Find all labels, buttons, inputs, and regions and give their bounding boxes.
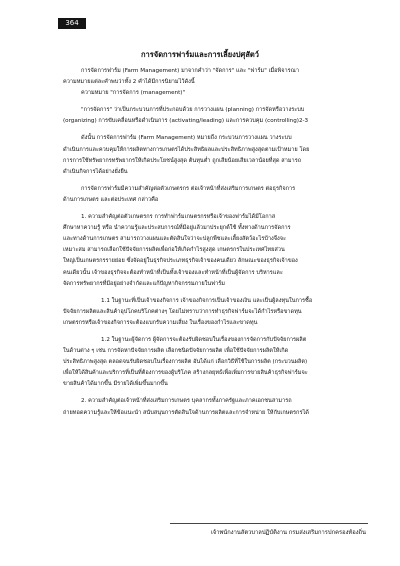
paragraph-line: เกษตรกรหรือเจ้าของกิจการจะต้องแบกรับความเสี่ยง ในเรื่องของกำไรและขาดทุน	[63, 319, 258, 326]
paragraph-line: ปัจจัยการผลิตและสินค้าอุปโภคบริโภคต่างๆ โดยไม่ทราบว่าการทำธุรกิจฟาร์มจะได้กำไรหรือขาดทุน	[63, 308, 302, 315]
paragraph-line: ถ่ายทอดความรู้และให้ข้อแนะนำ สนับสนุนการตัดสินใจด้านการผลิตและการจำหน่าย ให้กับเกษตรกรได้	[63, 409, 309, 416]
paragraph-line: ศึกษาหาความรู้ หรือ นำความรู้และประสบการณ์ที่มีอยู่แล้วมาประยุกต์ใช้ ทั้งทางด้านการจัดการ	[63, 225, 291, 232]
paragraph-line: ใหญ่เป็นเกษตรกรรายย่อย ซึ่งจัดอยู่ในธุรกิจประเภทธุรกิจเจ้าของคนเดียว ลักษณะของธุรกิจเจ้าของ	[63, 258, 298, 265]
paragraph-line: ขายสินค้าได้มากขึ้น มีรายได้เพิ่มขึ้นมากขึ้น	[63, 381, 168, 388]
paragraph-line: เพื่อให้ได้สินค้าและบริการที่เป็นที่ต้องการของผู้บริโภค สร้างกลยุทธ์เพื่อเพิ่มการขายสินค้าธุรกิจฟาร์มจะ	[63, 370, 308, 377]
paragraph-line: การการใช้ทรัพยากรทรัพยากรให้เกิดประโยชน์สูงสุด ต้นทุนต่ำ ถูกเสียน้อยเสียเวลาน้อยที่สุด สามารถ	[63, 157, 302, 164]
page-title: การจัดการฟาร์มและการเลี้ยงปศุสัตว์	[141, 50, 259, 59]
body-text	[63, 66, 357, 419]
paragraph-line: คนเดียวนั้น เจ้าของธุรกิจจะต้องทำหน้าที่เป็นทั้งเจ้าของและทำหน้าที่เป็นผู้จัดการ บริหารและ	[63, 269, 283, 276]
paragraph-line: 2. ความสำคัญต่อเจ้าหน้าที่ส่งเสริมการเกษตร บุคลากรทั้งภาครัฐและภาคเอกชนสามารถ	[81, 398, 292, 405]
paragraph-line: เหมาะสม สามารถเลือกใช้ปัจจัยการผลิตเพื่อก่อให้เกิดกำไรสูงสุด เกษตรกรในประเทศไทยส่วน	[63, 247, 285, 254]
paragraph-line: (organizing) การขับเคลื่อนหรือดำเนินการ (activating/leading) และการควบคุม (controlling)2-3	[63, 118, 309, 125]
paragraph-line: ในด้านต่าง ๆ เช่น การจัดหาปัจจัยการผลิต เลือกชนิดปัจจัยการผลิต เพื่อใช้ปัจจัยการผลิตให้เกิด	[63, 348, 289, 355]
paragraph-line: "การจัดการ" ว่าเป็นกระบวนการที่ประกอบด้วย การวางแผน (planning) การจัดหรือวางระบบ	[81, 107, 305, 114]
paragraph-line: ประสิทธิภาพสูงสุด ตลอดจนรับผิดชอบในเรื่องการผลิต อันได้แก่ เลือกวิธีที่ใช้ในการผลิต (กระบวนผลิต)	[63, 359, 308, 366]
paragraph-line: ความหมายแต่ละคำพบว่าทั้ง 2 คำได้มีการนิยามไว้ดังนี้	[63, 79, 195, 86]
page-footer: เจ้าพนักงานสัตวบาลปฏิบัติงาน กรมส่งเสริมการปกครองท้องถิ่น	[210, 530, 366, 536]
paragraph-line: และทางด้านการเกษตร สามารถวางแผนและตัดสินใจว่าจะปลูกพืชและเลี้ยงสัตว์อะไรบ้างจึงจะ	[63, 236, 287, 243]
paragraph-line: ดำเนินกิจการได้อย่างยั่งยืน	[63, 168, 128, 175]
page-number: 364	[58, 18, 86, 29]
footer-divider	[170, 523, 368, 524]
paragraph-line: ความหมาย "การจัดการ (management)"	[81, 90, 186, 97]
paragraph-line: ดังนั้น การจัดการฟาร์ม (Farm Management) หมายถึง กระบวนการวางแผน วางระบบ	[81, 135, 292, 142]
paragraph-line: จัดการทรัพยากรที่มีอยู่อย่างจำกัดและแก้ปัญหากิจกรรมภายในฟาร์ม	[63, 280, 225, 287]
paragraph-line: การจัดการฟาร์ม (Farm Management) มาจากคำว่า "จัดการ" และ "ฟาร์ม" เมื่อพิจารณา	[81, 68, 299, 74]
paragraph-line: 1. ความสำคัญต่อตัวเกษตรกร การทำฟาร์มเกษตรกรหรือเจ้าของฟาร์มได้มีโอกาส	[81, 214, 276, 221]
paragraph-line: ดำเนินการและควบคุมให้การผลิตทางการเกษตรได้ประสิทธิผลและประสิทธิภาพสูงสุดตามเป้าหมาย โดย	[63, 146, 310, 153]
paragraph-line: 1.1 ในฐานะที่เป็นเจ้าของกิจการ เจ้าของกิจการเป็นเจ้าของเงิน และเป็นผู้ลงทุนในการซื้อ	[101, 297, 313, 304]
paragraph-line: การจัดการฟาร์มมีความสำคัญต่อตัวเกษตรกร ต่อเจ้าหน้าที่ส่งเสริมการเกษตร ต่อธุรกิจการ	[81, 185, 296, 192]
paragraph-line: 1.2 ในฐานะผู้จัดการ ผู้จัดการจะต้องรับผิดชอบในเรื่องของการจัดการกับปัจจัยการผลิต	[101, 336, 307, 343]
paragraph-line: ด้านการเกษตร และต่อประเทศ กล่าวคือ	[63, 196, 159, 203]
